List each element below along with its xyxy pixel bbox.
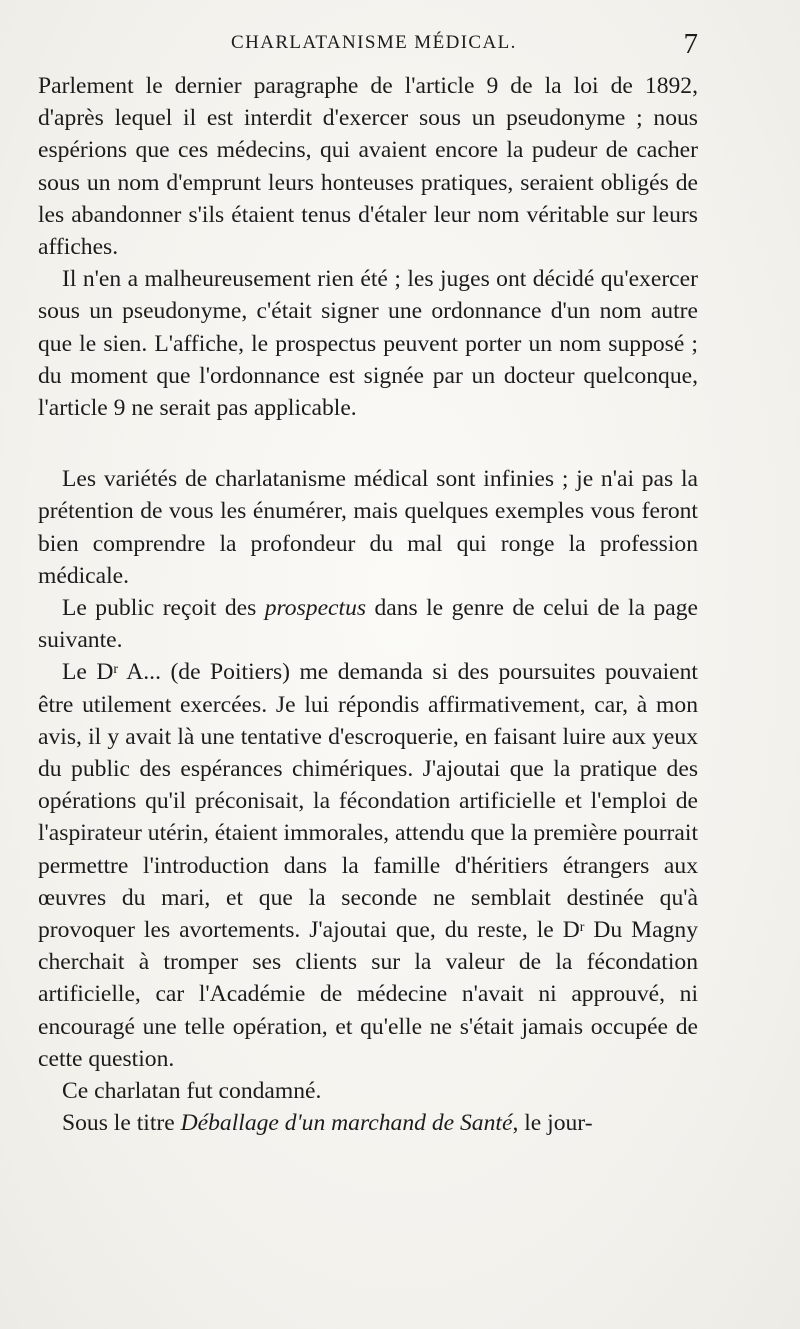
paragraph-7-text-a: Sous le titre bbox=[62, 1110, 181, 1137]
doctor-abbrev-sup-2: r bbox=[579, 920, 585, 936]
paragraph-4 bbox=[38, 592, 698, 656]
paragraph-5-text-b: Du Magny cherchait à tromper ses clients sur la valeur de la fécondation artificielle, car l'Académie de médecine n'avait ni approuvé, ni encouragé une telle opération, et qu'elle ne s'était jamais occupée de cette question. bbox=[38, 917, 698, 1072]
doctor-abbrev-2: D bbox=[562, 917, 580, 944]
deballage-title-italic: Déballage d'un marchand de Santé bbox=[180, 1110, 513, 1137]
section-gap bbox=[38, 424, 698, 463]
paragraph-3: Les variétés de charlatanisme médical sont infinies ; je n'ai pas la prétention de vous les énumérer, mais quelques exemples vous feront bien comprendre la profondeur du mal qui ronge la profession médicale. bbox=[38, 466, 698, 589]
page-header bbox=[38, 28, 698, 58]
paragraph-2: Il n'en a malheureusement rien été ; les juges ont décidé qu'exercer sous un pseudonyme, c'était signer une ordonnance d'un nom autre que le sien. L'affiche, le prospectus peuvent porter un nom supposé ; du moment que l'ordonnance est signée par un docteur quelconque, l'article 9 ne serait pas applicable. bbox=[38, 266, 698, 422]
paragraph-4-text-a: Le public reçoit des bbox=[62, 595, 265, 622]
paragraph-5 bbox=[38, 656, 698, 1075]
prospectus-italic: prospectus bbox=[264, 595, 367, 622]
paragraph-5-lead: Le bbox=[62, 659, 97, 686]
paragraph-4-text-b: dans le genre de celui de la page suivante. bbox=[38, 595, 699, 654]
page-number: 7 bbox=[683, 28, 698, 60]
body-text bbox=[38, 70, 698, 1140]
paragraph-1: Parlement le dernier paragraphe de l'article 9 de la loi de 1892, d'après lequel il est interdit d'exercer sous un pseudonyme ; nous espérions que ces médecins, qui avaient encore la pudeur de cacher sous un nom d'emprunt leurs honteuses pratiques, seraient obligés de les abandonner s'ils étaient tenus d'étaler leur nom véritable sur leurs affiches. bbox=[38, 73, 698, 261]
paragraph-7 bbox=[38, 1107, 698, 1139]
paragraph-5-text-a: A... (de Poitiers) me demanda si des poursuites pouvaient être utilement exercées. Je lui répondis affirmativement, car, à mon avis, il y avait là une tentative d'escroquerie, en faisant luire aux yeux du public des espérances chimériques. J'ajoutai que la pratique des opérations qu'il préconisait, la fécondation artificielle et l'emploi de l'aspirateur utérin, étaient immorales, attendu que la première pourrait permettre l'introduction dans la famille d'héritiers étrangers aux œuvres du mari, et que la seconde ne semblait destinée qu'à provoquer les avortements. J'ajoutai que, du reste, le bbox=[38, 659, 698, 944]
paragraph-6: Ce charlatan fut condamné. bbox=[62, 1078, 322, 1105]
doctor-abbrev: D bbox=[96, 659, 114, 686]
paragraph-7-text-b: , le jour- bbox=[512, 1110, 593, 1137]
doctor-abbrev-sup: r bbox=[113, 662, 119, 678]
running-head: CHARLATANISME MÉDICAL. bbox=[231, 32, 517, 53]
